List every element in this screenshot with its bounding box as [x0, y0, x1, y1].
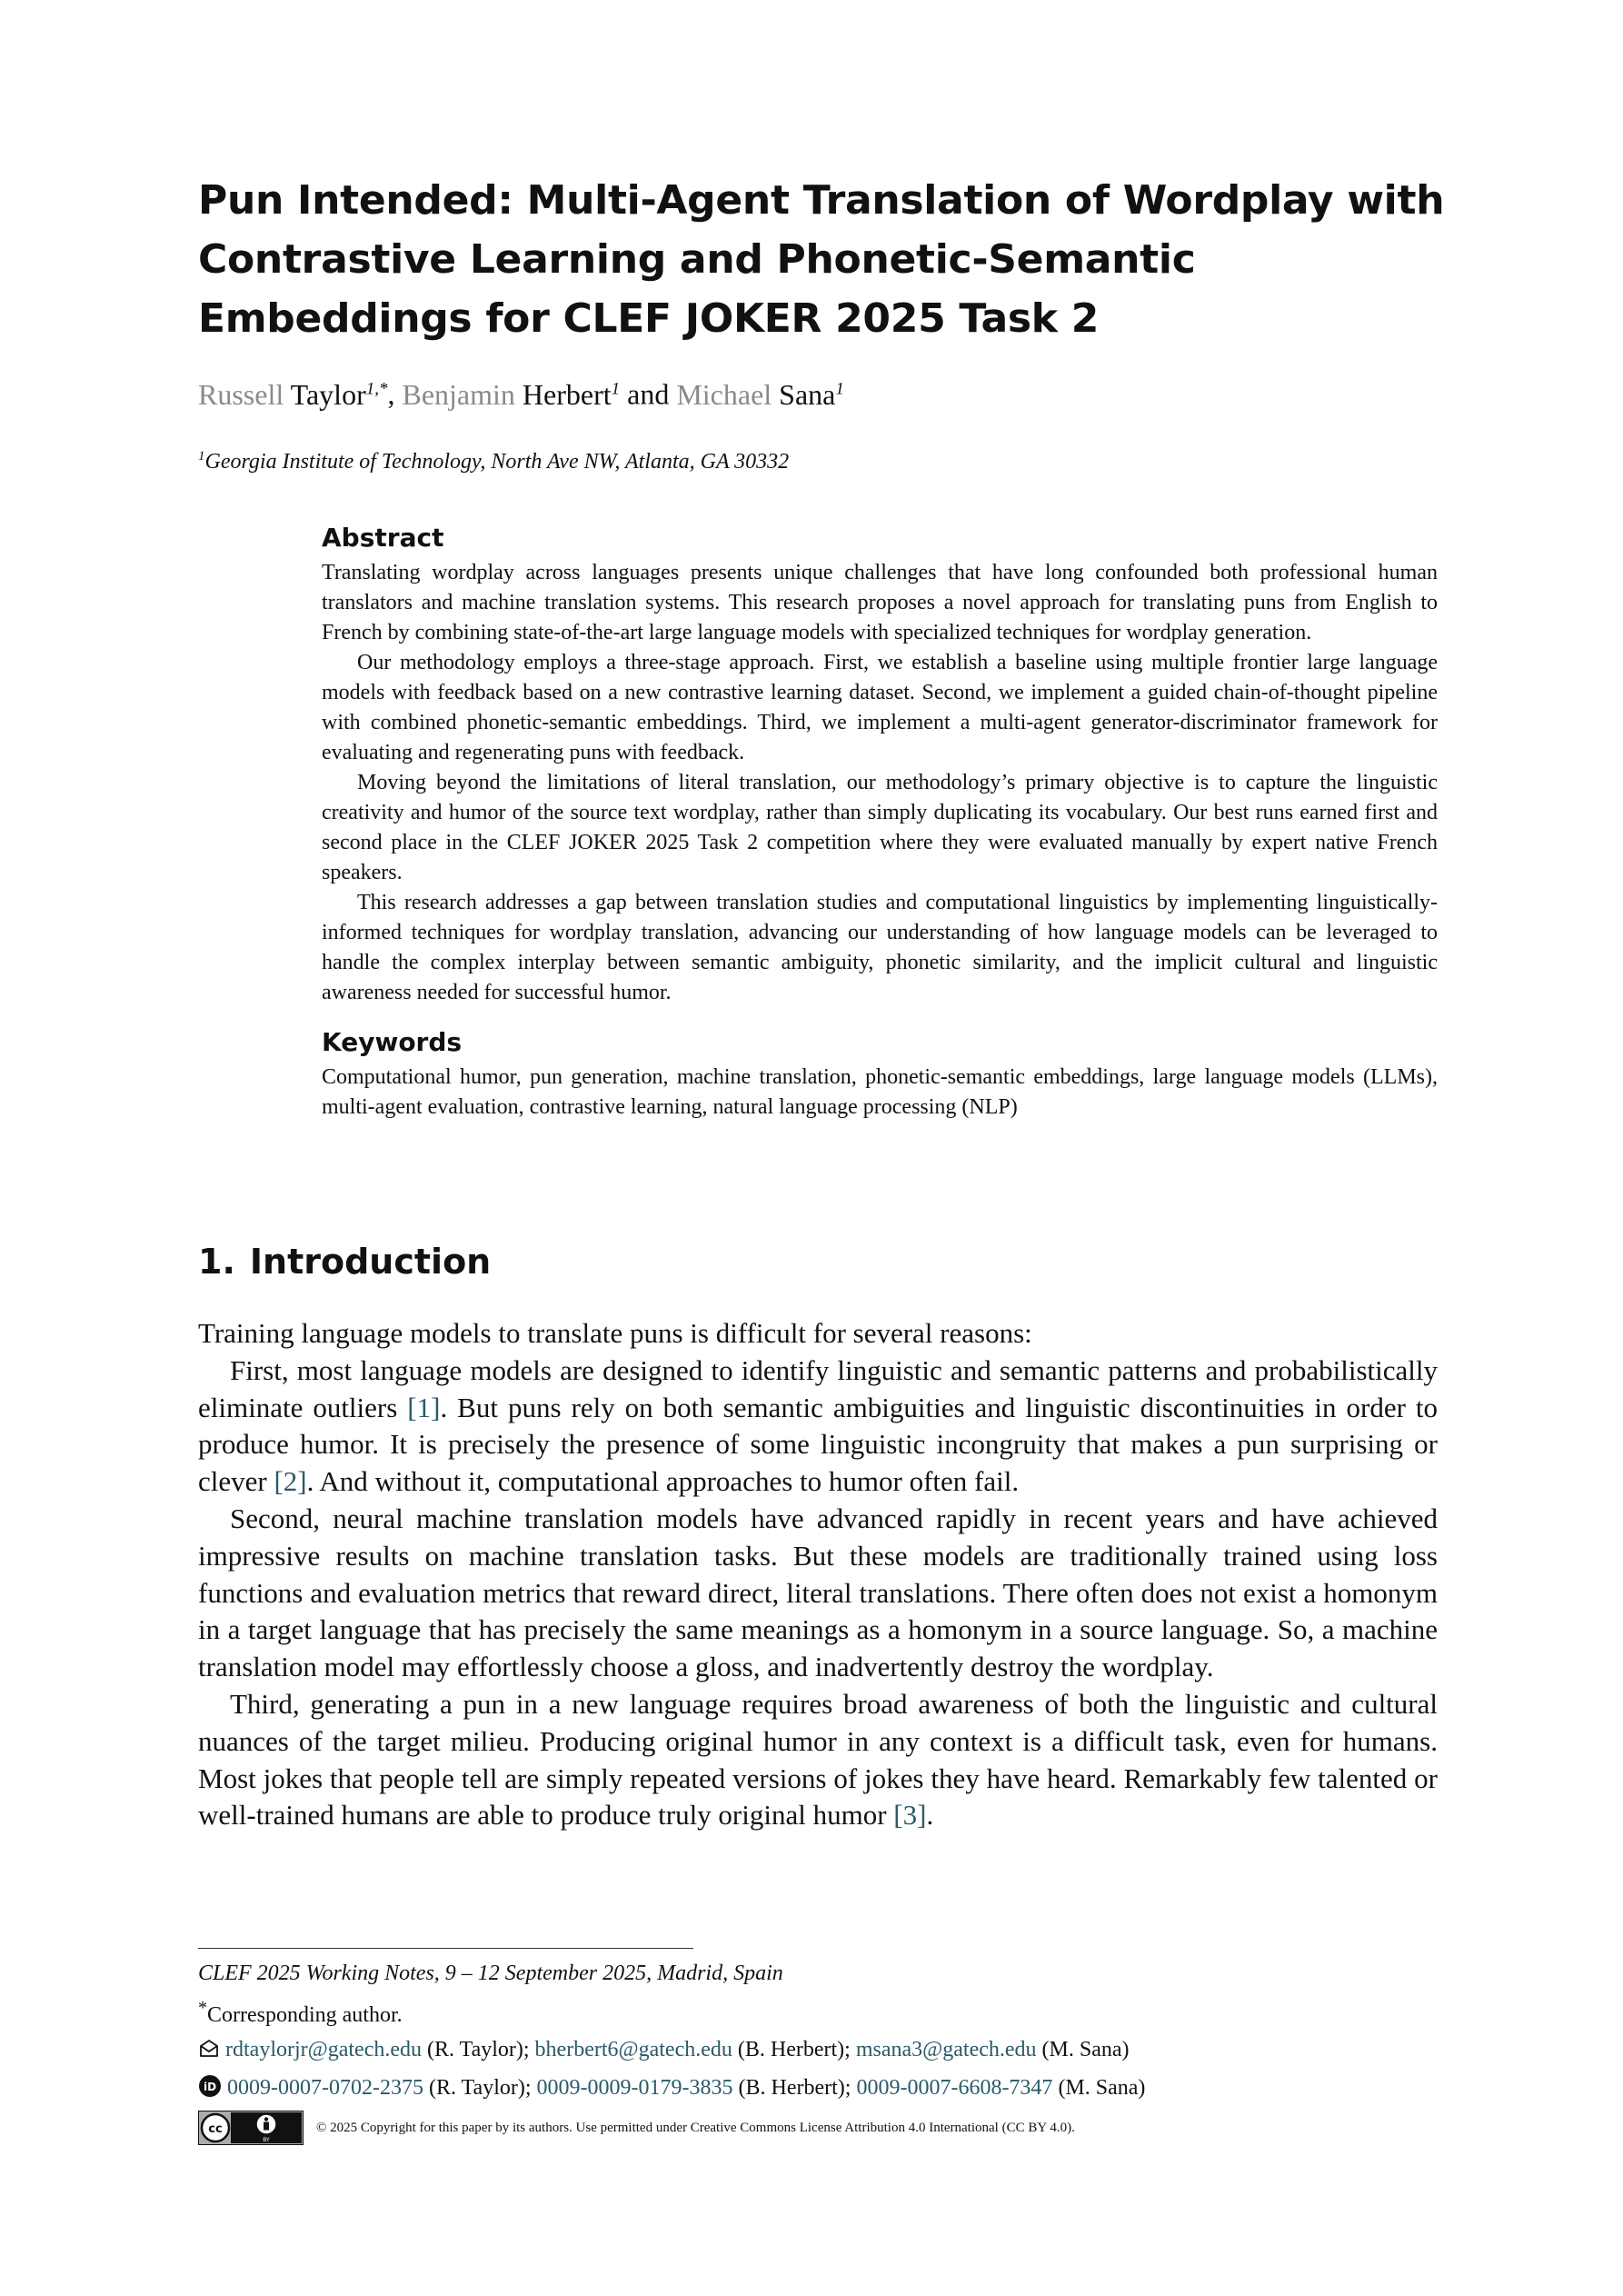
svg-text:BY: BY: [263, 2137, 270, 2143]
footnote-corresponding: [198, 1991, 1470, 2032]
abstract-paragraph: Moving beyond the limitations of literal translation, our methodology’s primary objective is to capture the linguistic creativity and humor of the source text wordplay, rather than simply duplicating its vocabulary. Our best runs earned first and second place in the CLEF JOKER 2025 Task 2 competition where they were evaluated manually by expert native French speakers.: [322, 771, 1438, 884]
orcid-owner: (M. Sana): [1058, 2076, 1146, 2100]
paper-title: Pun Intended: Multi-Agent Translation of Wordplay with Contrastive Learning and Phonetic-Semantic Embeddings for CLEF JOKER 2025 Task 2: [198, 177, 1445, 342]
author-affil-mark: 1: [835, 379, 844, 398]
cc-by-badge[interactable]: [198, 2111, 304, 2145]
author-first-name: Benjamin: [402, 377, 515, 411]
body-text-run: . But puns rely on both semantic ambiguities and linguistic discontinuities in order to produce humor. It is precisely the presence of some linguistic incongruity that makes a pun surprising or clever: [198, 1391, 1439, 1498]
author-list: Russell Taylor$^{1,*}$, Benjamin Herbert$^1$ and Michael Sana$^1$: [198, 377, 844, 411]
body-text-run: . And without it, computational approaches to humor often fail.: [306, 1465, 1020, 1498]
body-text-run: Third, generating a pun in a new language requires broad awareness of both the linguistic and cultural nuances of the target milieu. Producing original humor in any context is a difficult task, even for humans. Most jokes that people tell are simply repeated versions of jokes they have heard. Remarkably few talented or well-trained humans are able to produce truly original humor: [198, 1687, 1438, 1832]
abstract-paragraph: Our methodology employs a three-stage approach. First, we establish a baseline using multiple frontier large language models with feedback based on a new contrastive learning dataset. Second, we implement a guided chain-of-thought pipeline with combined phonetic-semantic embeddings. Third, we implement a multi-agent generator-discriminator framework for evaluating and regenerating puns with feedback.: [322, 651, 1438, 764]
email-link[interactable]: rdtaylorjr@gatech.edu: [225, 2038, 423, 2061]
body-paragraph: Second, neural machine translation models have advanced rapidly in recent years and have achieved impressive results on machine translation tasks. But these models are traditionally trained using loss functions and evaluation metrics that reward direct, literal translations. There often does not exist a homonym in a target language that has precisely the same meanings as a homonym in a source language. So, a machine translation model may effortlessly choose a gloss, and inadvertently destroy the wordplay.: [198, 1502, 1438, 1683]
email-owner: (R. Taylor);: [427, 2038, 530, 2061]
abstract-section: [322, 522, 1438, 1123]
copyright-text: © 2025 Copyright for this paper by its authors. Use permitted under Creative Commons License Attribution 4.0 International (CC BY 4.0).: [316, 2121, 1075, 2135]
keywords-text: Computational humor, pun generation, machine translation, phonetic-semantic embeddings, large language models (LLMs), multi-agent evaluation, contrastive learning, natural language processing (NLP): [322, 1065, 1438, 1119]
orcid-link[interactable]: 0009-0007-6608-7347: [856, 2076, 1053, 2100]
footnote-orcids: [198, 2071, 1470, 2109]
author-last-name: Sana: [779, 377, 836, 411]
body-paragraph: [198, 1686, 1438, 1834]
orcid-link[interactable]: 0009-0007-0702-2375: [227, 2076, 423, 2100]
author-last-name: Herbert: [522, 377, 612, 411]
author-affil-mark: 1,*: [365, 379, 388, 398]
orcid-link[interactable]: 0009-0009-0179-3835: [536, 2076, 733, 2100]
email-link[interactable]: msana3@gatech.edu: [855, 2038, 1037, 2061]
author-last-name: Taylor: [290, 377, 366, 411]
abstract-paragraph: This research addresses a gap between translation studies and computational linguistics by implementing linguistically-informed techniques for wordplay translation, advancing our understanding of how language models can be leveraged to handle the complex interplay between semantic ambiguity, phonetic similarity, and the implicit cultural and linguistic awareness needed for successful humor.: [322, 891, 1438, 1004]
author-1: [198, 378, 387, 411]
corresponding-text: Corresponding author.: [207, 2003, 403, 2027]
affiliation-text: Georgia Institute of Technology, North Ave NW, Atlanta, GA 30332: [204, 450, 790, 474]
footnote-venue: CLEF 2025 Working Notes, 9 – 12 September 2025, Madrid, Spain: [198, 1962, 783, 1985]
footnote-rule: [198, 1948, 693, 1949]
author-first-name: Russell: [198, 377, 284, 411]
author-3: [676, 378, 844, 411]
abstract-paragraph: Translating wordplay across languages presents unique challenges that have long confounded both professional human translators and machine translation systems. This research proposes a novel approach for translating puns from English to French by combining state-of-the-art large language models with specialized techniques for wordplay generation.: [322, 561, 1438, 644]
orcid-owner: (B. Herbert);: [738, 2076, 851, 2100]
body-paragraph: Training language models to translate puns is difficult for several reasons:: [198, 1317, 1032, 1349]
orcid-icon: [198, 2074, 222, 2109]
author-and: and: [627, 377, 670, 411]
citation-link[interactable]: [3]: [893, 1799, 927, 1832]
author-first-name: Michael: [676, 377, 772, 411]
citation-link[interactable]: [1]: [407, 1391, 441, 1423]
citation-link[interactable]: [2]: [274, 1465, 307, 1498]
introduction-body: [198, 1315, 1438, 1834]
footnote-emails: [198, 2032, 1470, 2071]
email-link[interactable]: bherbert6@gatech.edu: [534, 2038, 732, 2061]
email-owner: (B. Herbert);: [737, 2038, 851, 2061]
svg-text:cc: cc: [208, 2122, 223, 2136]
license-row: [198, 2111, 1470, 2145]
section-heading-introduction: [198, 1239, 1289, 1284]
abstract-heading: Abstract: [322, 523, 444, 553]
author-2: [402, 378, 620, 411]
section-title: Introduction: [249, 1242, 492, 1282]
orcid-owner: (R. Taylor);: [428, 2076, 532, 2100]
email-icon: [198, 2036, 220, 2071]
body-paragraph: [198, 1353, 1438, 1501]
svg-text:iD: iD: [203, 2081, 217, 2093]
corresponding-mark: *: [198, 1998, 207, 2018]
body-text-run: First, most language models are designed to identify linguistic and semantic patterns and probabilistically eliminate outliers: [198, 1353, 1438, 1423]
email-owner: (M. Sana): [1041, 2038, 1130, 2061]
body-text-run: .: [926, 1799, 934, 1832]
footnotes: [198, 1956, 1470, 2145]
keywords-heading: Keywords: [322, 1027, 463, 1057]
affiliation-mark: 1: [198, 449, 205, 464]
author-affil-mark: 1: [611, 379, 621, 398]
section-number: 1.: [198, 1242, 235, 1282]
affiliation: [198, 443, 1379, 475]
